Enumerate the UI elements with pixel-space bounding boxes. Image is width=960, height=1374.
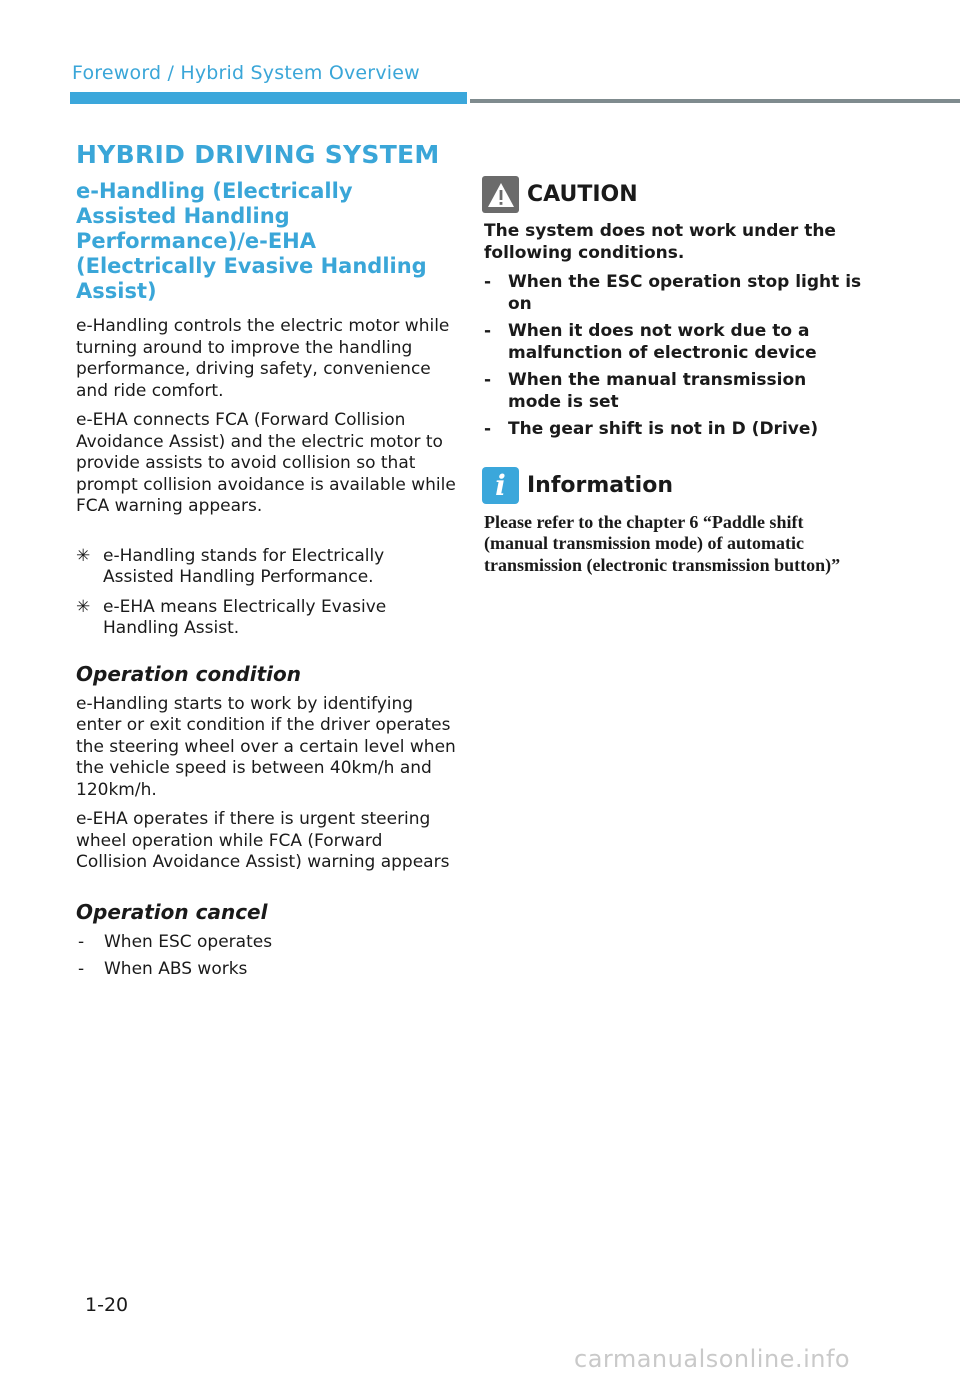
information-label: Information	[527, 472, 673, 498]
caution-item-text: When it does not work due to a malfunction of electronic device	[508, 321, 817, 363]
information-text: Please refer to the chapter 6 “Paddle shift (manual transmission mode) of automatic transmission (electronic transmission button)”	[484, 511, 841, 575]
paragraph: e-Handling starts to work by identifying enter or exit condition if the driver operates the steering wheel over a certain level when the vehicle speed is between 40km/h and 120km/h.	[76, 693, 456, 800]
warning-triangle-icon	[482, 176, 519, 213]
caution-item	[484, 272, 864, 315]
note-mark: ✳	[76, 596, 91, 617]
note-item	[76, 597, 456, 640]
caution-item-text: When the manual transmission mode is set	[508, 370, 807, 412]
caution-item-text: The gear shift is not in D (Drive)	[508, 419, 819, 439]
right-column	[484, 176, 864, 576]
caution-intro: The system does not work under the following conditions.	[484, 221, 836, 263]
dash-mark: -	[484, 370, 492, 390]
paragraph: e-EHA operates if there is urgent steering wheel operation while FCA (Forward Collision Avoidance Assist) warning appears	[76, 809, 450, 872]
operation-condition-heading: Operation condition	[76, 661, 301, 686]
section-title: HYBRID DRIVING SYSTEM	[76, 140, 440, 169]
caution-item	[484, 321, 864, 364]
list-item	[76, 959, 456, 981]
paragraph: e-Handling controls the electric motor while turning around to improve the handling performance, driving safety, convenience and ride comfort.	[76, 316, 450, 401]
list-item-text: When ESC operates	[104, 931, 273, 952]
page-number: 1-20	[85, 1294, 129, 1316]
note-item	[76, 546, 456, 589]
dash-mark: -	[78, 959, 85, 979]
footer-watermark: carmanualsonline.info	[574, 1345, 851, 1373]
caution-label: CAUTION	[527, 182, 638, 207]
caution-item	[484, 370, 864, 413]
header-rule-grey	[470, 99, 960, 103]
dash-mark: -	[484, 272, 492, 292]
list-item-text: When ABS works	[104, 959, 248, 979]
info-icon: i	[482, 467, 519, 504]
dash-mark: -	[78, 931, 85, 952]
dash-mark: -	[484, 321, 492, 341]
note-text: e-Handling stands for Electrically Assisted Handling Performance.	[103, 545, 385, 587]
subsection-title: e-Handling (Electrically Assisted Handling Performance)/e-EHA (Electrically Evasive Handling Assist)	[76, 179, 427, 303]
information-header	[484, 467, 864, 504]
paragraph: e-EHA connects FCA (Forward Collision Avoidance Assist) and the electric motor to provide assists to avoid collision so that prompt collision avoidance is available while FCA warning appears.	[76, 410, 456, 516]
note-text: e-EHA means Electrically Evasive Handling Assist.	[103, 596, 387, 638]
left-column	[76, 140, 456, 987]
caution-item-text: When the ESC operation stop light is on	[508, 272, 862, 314]
operation-cancel-heading: Operation cancel	[76, 899, 268, 924]
header-rule-blue	[70, 92, 467, 104]
caution-item	[484, 419, 864, 441]
note-mark: ✳	[76, 545, 91, 566]
list-item	[76, 932, 456, 954]
dash-mark: -	[484, 419, 492, 439]
caution-header	[484, 176, 864, 213]
header-title: Foreword / Hybrid System Overview	[72, 62, 420, 84]
